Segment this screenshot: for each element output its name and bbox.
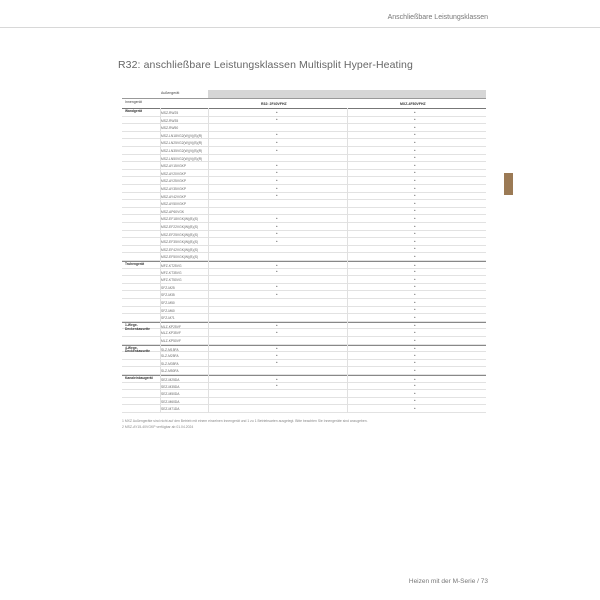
- table-row: [122, 322, 486, 330]
- model-name: MSZ-EF42VGK(W)(B)(S): [161, 247, 198, 252]
- compatible-mark-col2: •: [414, 124, 416, 130]
- indoor-unit-label: Innengerät: [125, 100, 142, 104]
- chapter-tab: [504, 173, 513, 195]
- table-row: [122, 367, 486, 375]
- compatible-mark-col2: •: [414, 162, 416, 168]
- compatible-mark-col1: •: [276, 376, 278, 382]
- compatible-mark-col2: •: [414, 284, 416, 290]
- compatible-mark-col1: •: [276, 223, 278, 229]
- compatible-mark-col1: •: [276, 139, 278, 145]
- table-row: [122, 398, 486, 406]
- compatible-mark-col2: •: [414, 276, 416, 282]
- compatible-mark-col1: •: [276, 346, 278, 352]
- table-row: [122, 139, 486, 147]
- compatible-mark-col2: •: [414, 223, 416, 229]
- group-label: Truhengerät: [125, 262, 145, 266]
- model-name: SEZ-M71DA: [161, 407, 180, 412]
- compatible-mark-col1: •: [276, 383, 278, 389]
- table-row: [122, 329, 486, 337]
- compatible-mark-col2: •: [414, 383, 416, 389]
- compatible-mark-col2: •: [414, 109, 416, 115]
- table-row: [122, 185, 486, 193]
- table-row: [122, 360, 486, 368]
- footnote: 1 MXZ Außengeräte sind nicht auf den Betrieb mit einem einzelnen Innengerät und 1 zu 1 Betriebsarten ausgelegt. Bitte beachten Sie Innengeräte sind anzugeben.: [122, 419, 368, 423]
- compatible-mark-col1: •: [276, 329, 278, 335]
- table-row: [122, 147, 486, 155]
- compatible-mark-col2: •: [414, 155, 416, 161]
- model-name: SLZ-M25FA: [161, 354, 179, 359]
- compatible-mark-col1: •: [276, 177, 278, 183]
- compatible-mark-col2: •: [414, 405, 416, 411]
- model-name: SEZ-M60DA: [161, 399, 180, 404]
- compatible-mark-col2: •: [414, 299, 416, 305]
- table-row: [122, 109, 486, 117]
- compatible-mark-col2: •: [414, 360, 416, 366]
- model-name: MSZ-AY25VGKP: [161, 179, 187, 184]
- compatible-mark-col1: •: [276, 109, 278, 115]
- group-label: 4-Wege-Deckenkassette: [125, 345, 150, 354]
- compatible-mark-col2: •: [414, 185, 416, 191]
- compatible-mark-col2: •: [414, 390, 416, 396]
- table-row: [122, 253, 486, 261]
- column-separator: [208, 108, 209, 413]
- model-name: SEZ-M35DA: [161, 384, 180, 389]
- model-name: MSZ-EF25VGK(W)(B)(S): [161, 232, 198, 237]
- compatible-mark-col2: •: [414, 376, 416, 382]
- compatible-mark-col2: •: [414, 398, 416, 404]
- compatible-mark-col2: •: [414, 170, 416, 176]
- table-row: [122, 390, 486, 398]
- compatible-mark-col2: •: [414, 215, 416, 221]
- compatible-mark-col2: •: [414, 132, 416, 138]
- model-name: SLZ-M50FA: [161, 369, 179, 374]
- table-row: [122, 261, 486, 269]
- model-name: MLZ-KP25VF: [161, 324, 181, 329]
- model-name: MFZ-KT35VG: [161, 270, 182, 275]
- compatible-mark-col1: •: [276, 352, 278, 358]
- model-name: SEZ-M50DA: [161, 392, 180, 397]
- compatible-mark-col2: •: [414, 291, 416, 297]
- footnote: 2 MSZ-AY15-40VGKP verfügbar ab 01.04.2024: [122, 424, 194, 429]
- model-name: MSZ-AY42VGKP: [161, 194, 187, 199]
- compatible-mark-col2: •: [414, 246, 416, 252]
- compatible-mark-col1: •: [276, 215, 278, 221]
- compatible-mark-col2: •: [414, 314, 416, 320]
- group-label: Wandgerät: [125, 109, 142, 113]
- table-row: [122, 276, 486, 284]
- table-row: [122, 124, 486, 132]
- section-header: Anschließbare Leistungsklassen: [387, 14, 488, 21]
- table-row: [122, 284, 486, 292]
- table-row: [122, 238, 486, 246]
- model-name: MSZ-RW50: [161, 126, 179, 131]
- model-name: MSZ-EF50VGK(W)(B)(S): [161, 255, 198, 260]
- model-name: SEZ-M25DA: [161, 378, 180, 382]
- compatible-mark-col1: •: [276, 360, 278, 366]
- table-row: [122, 269, 486, 277]
- table-row: [122, 208, 486, 216]
- compatible-mark-col2: •: [414, 253, 416, 259]
- column-header-1: R32: 2F40VFHZ: [261, 102, 287, 106]
- model-name: MFZ-KT50VG: [161, 278, 182, 283]
- compatible-mark-col1: •: [276, 269, 278, 275]
- compatible-mark-col1: •: [276, 323, 278, 329]
- outdoor-unit-label: Außengerät: [161, 91, 180, 95]
- model-name: SLZ-M15FA: [161, 347, 179, 352]
- table-row: [122, 307, 486, 315]
- compatible-mark-col2: •: [414, 200, 416, 206]
- model-name: MSZ-EF35VGK(W)(B)(S): [161, 240, 198, 245]
- compatible-mark-col2: •: [414, 147, 416, 153]
- table-row: [122, 155, 486, 163]
- page-title: R32: anschließbare Leistungsklassen Multisplit Hyper-Heating: [118, 59, 413, 71]
- model-name: MSZ-AY20VGKP: [161, 171, 187, 176]
- model-name: SFZ-M35: [161, 293, 175, 298]
- model-name: MSZ-LN18VG2(W)(V)(B)(R): [161, 133, 203, 138]
- compatible-mark-col2: •: [414, 139, 416, 145]
- compatible-mark-col1: •: [276, 262, 278, 268]
- table-row: [122, 352, 486, 360]
- table-row: [122, 246, 486, 254]
- table-row: [122, 132, 486, 140]
- model-name: MSZ-EF18VGK(W)(B)(S): [161, 217, 198, 222]
- compatible-mark-col2: •: [414, 262, 416, 268]
- model-name: SFZ-M25: [161, 285, 175, 290]
- compatible-mark-col2: •: [414, 269, 416, 275]
- model-name: MFZ-KT25VG: [161, 264, 182, 268]
- compatible-mark-col1: •: [276, 231, 278, 237]
- group-label: Kanaleinbaugerät: [125, 376, 153, 380]
- column-header-2: MXZ-4F80VFHZ: [400, 102, 426, 106]
- model-name: MSZ-EF22VGK(W)(B)(S): [161, 225, 198, 229]
- table-row: [122, 117, 486, 125]
- compatible-mark-col2: •: [414, 193, 416, 199]
- table-row: [122, 162, 486, 170]
- model-name: MSZ-AY15VGKP: [161, 164, 187, 169]
- compatible-mark-col2: •: [414, 323, 416, 329]
- compatible-mark-col1: •: [276, 117, 278, 123]
- model-name: MSZ-LN35VG2(W)(V)(B)(R): [161, 149, 203, 153]
- model-name: SLZ-M35FA: [161, 361, 179, 366]
- compatible-mark-col1: •: [276, 284, 278, 290]
- table-row: [122, 291, 486, 299]
- compatible-mark-col1: •: [276, 291, 278, 297]
- table-row: [122, 231, 486, 239]
- model-name: MSZ-LN50VG2(W)(V)(B)(R): [161, 156, 203, 161]
- compatible-mark-col2: •: [414, 117, 416, 123]
- model-name: MSZ-AY35VGKP: [161, 187, 187, 191]
- model-name: MSZ-RW35: [161, 118, 179, 123]
- compatible-mark-col2: •: [414, 346, 416, 352]
- model-name: SFZ-M60: [161, 308, 175, 313]
- compatible-mark-col1: •: [276, 162, 278, 168]
- table-row: [122, 314, 486, 322]
- table-row: [122, 170, 486, 178]
- table-row: [122, 193, 486, 201]
- table-row: [122, 299, 486, 307]
- model-name: MLZ-KP35VF: [161, 331, 181, 336]
- group-label: 1-Wege-Deckenkassette: [125, 322, 150, 331]
- compatible-mark-col2: •: [414, 337, 416, 343]
- compatible-mark-col1: •: [276, 238, 278, 244]
- compatible-mark-col1: •: [276, 147, 278, 153]
- table-row: [122, 337, 486, 345]
- model-name: SFZ-M50: [161, 301, 175, 305]
- header-divider: [0, 27, 600, 28]
- table-row: [122, 223, 486, 231]
- compatible-mark-col1: •: [276, 170, 278, 176]
- compatible-mark-col2: •: [414, 367, 416, 373]
- model-name: SFZ-M71: [161, 316, 175, 321]
- table-row: [122, 345, 486, 353]
- model-name: MSZ-AP60VGK: [161, 209, 185, 214]
- compatible-mark-col2: •: [414, 238, 416, 244]
- table-row: [122, 375, 486, 383]
- table-row: [122, 215, 486, 223]
- compatible-mark-col2: •: [414, 352, 416, 358]
- table-row: [122, 200, 486, 208]
- compatible-mark-col2: •: [414, 177, 416, 183]
- compatible-mark-col1: •: [276, 132, 278, 138]
- model-name: MLZ-KP50VF: [161, 339, 181, 343]
- compatible-mark-col2: •: [414, 307, 416, 313]
- page-footer: Heizen mit der M-Serie / 73: [408, 578, 488, 585]
- table-row: [122, 383, 486, 391]
- table-row: [122, 177, 486, 185]
- table-row: [122, 405, 486, 413]
- column-separator: [347, 108, 348, 413]
- model-name: MSZ-LN25VG2(W)(V)(B)(R): [161, 141, 203, 146]
- table-top-rule: [122, 98, 486, 99]
- model-name: MSZ-RW25: [161, 111, 179, 115]
- compatible-mark-col2: •: [414, 329, 416, 335]
- compatible-mark-col1: •: [276, 185, 278, 191]
- compatible-mark-col1: •: [276, 193, 278, 199]
- compatible-mark-col2: •: [414, 231, 416, 237]
- compatible-mark-col2: •: [414, 208, 416, 214]
- column-separator: [160, 108, 161, 413]
- model-name: MSZ-AY50VGKP: [161, 202, 187, 207]
